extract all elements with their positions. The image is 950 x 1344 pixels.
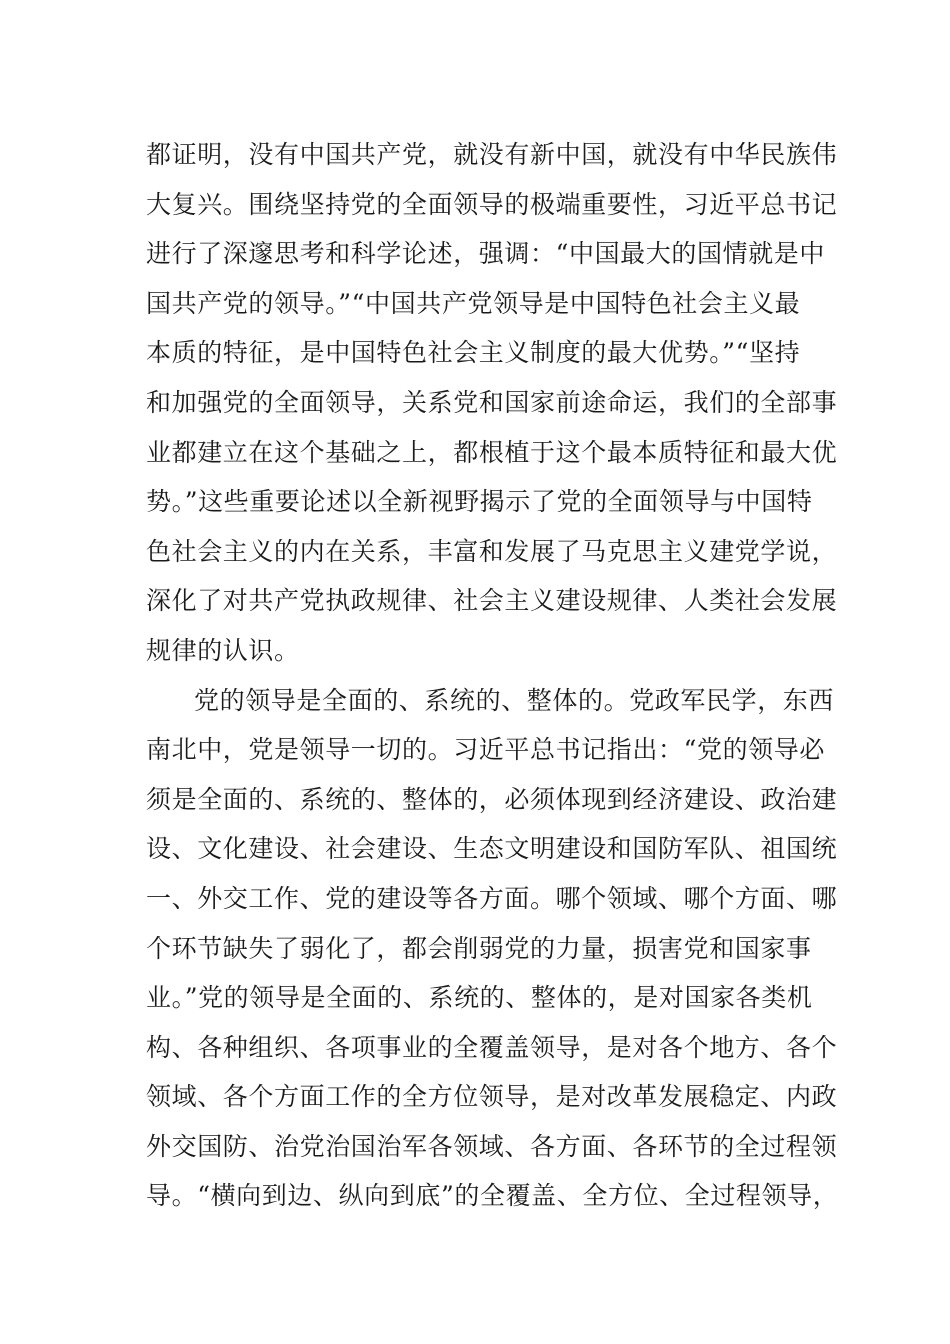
text-line: 规律的认识。 — [146, 635, 300, 665]
text-line: 一、外交工作、党的建设等各方面。哪个领域、哪个方面、哪 — [146, 883, 838, 913]
text-line: 本质的特征，是中国特色社会主义制度的最大优势。”“坚持 — [146, 338, 801, 368]
text-line: 南北中，党是领导一切的。习近平总书记指出：“党的领导必 — [146, 735, 825, 765]
text-line: 色社会主义的内在关系，丰富和发展了马克思主义建党学说， — [146, 536, 838, 566]
text-line: 都证明，没有中国共产党，就没有新中国，就没有中华民族伟 — [146, 140, 838, 169]
text-line: 设、文化建设、社会建设、生态文明建设和国防军队、祖国统 — [146, 834, 838, 864]
text-line: 业都建立在这个基础之上，都根植于这个最本质特征和最大优 — [146, 437, 838, 467]
paragraph-1 — [146, 130, 836, 676]
text-line: 业。”党的领导是全面的、系统的、整体的，是对国家各类机 — [146, 983, 813, 1013]
text-line: 进行了深邃思考和科学论述，强调：“中国最大的国情就是中 — [146, 239, 825, 269]
text-line: 党的领导是全面的、系统的、整体的。党政军民学，东西 — [194, 685, 835, 715]
text-line: 深化了对共产党执政规律、社会主义建设规律、人类社会发展 — [146, 586, 838, 616]
text-line: 大复兴。围绕坚持党的全面领导的极端重要性，习近平总书记 — [146, 189, 838, 219]
text-line: 和加强党的全面领导，关系党和国家前途命运，我们的全部事 — [146, 387, 838, 417]
text-line: 势。”这些重要论述以全新视野揭示了党的全面领导与中国特 — [146, 487, 813, 517]
text-line: 构、各种组织、各项事业的全覆盖领导，是对各个地方、各个 — [146, 1032, 838, 1062]
text-line: 导。“横向到边、纵向到底”的全覆盖、全方位、全过程领导， — [146, 1181, 839, 1211]
text-line: 个环节缺失了弱化了，都会削弱党的力量，损害党和国家事 — [146, 933, 812, 963]
text-line: 国共产党的领导。”“中国共产党领导是中国特色社会主义最 — [146, 288, 801, 318]
text-line: 须是全面的、系统的、整体的，必须体现到经济建设、政治建 — [146, 784, 838, 814]
text-line: 外交国防、治党治国治军各领域、各方面、各环节的全过程领 — [146, 1131, 838, 1161]
body-text — [146, 130, 839, 1221]
paragraph-2 — [146, 676, 839, 1222]
text-line: 领域、各个方面工作的全方位领导，是对改革发展稳定、内政 — [146, 1082, 838, 1112]
